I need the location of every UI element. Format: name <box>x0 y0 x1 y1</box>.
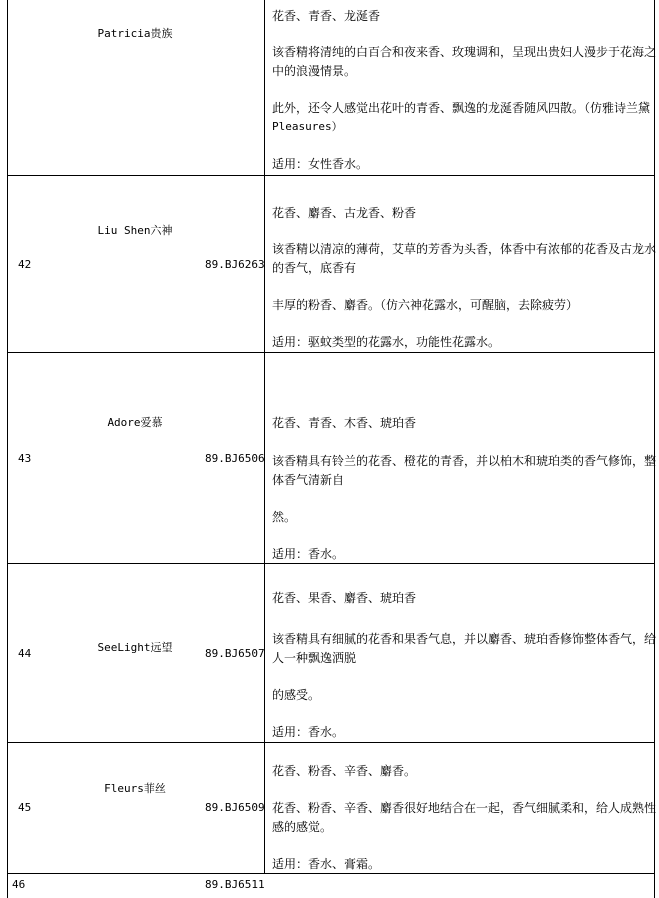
row-number: 44 <box>18 647 32 660</box>
product-name: Liu Shen六神 <box>97 224 173 237</box>
row-divider <box>7 563 654 564</box>
row-divider <box>7 175 654 176</box>
table-right-border <box>654 0 655 898</box>
product-name: SeeLight远望 <box>97 641 173 654</box>
description-line: 体香气清新自 <box>272 473 345 487</box>
usage-text: 适用：驱蚊类型的花露水，功能性花露水。 <box>272 335 501 349</box>
description-line: 的香气，底香有 <box>272 261 357 275</box>
row-divider <box>7 873 654 874</box>
product-name: Adore爱慕 <box>107 416 163 429</box>
usage-text: 适用：香水。 <box>272 725 345 739</box>
product-name: Fleurs菲丝 <box>104 782 166 795</box>
description-line: 的感受。 <box>272 688 321 702</box>
product-code: 89.BJ6509 <box>205 801 265 814</box>
row-divider <box>7 352 654 353</box>
row-divider <box>7 742 654 743</box>
usage-text: 适用：香水。 <box>272 547 345 561</box>
fragrance-notes: 花香、青香、龙涎香 <box>272 9 381 23</box>
fragrance-notes: 花香、粉香、辛香、麝香。 <box>272 764 417 778</box>
fragrance-notes: 花香、青香、木香、琥珀香 <box>272 416 417 430</box>
product-code: 89.BJ6511 <box>205 878 265 891</box>
usage-text: 适用：女性香水。 <box>272 157 369 171</box>
product-code: 89.BJ6506 <box>205 452 265 465</box>
description-line: 该香精具有铃兰的花香、橙花的青香，并以柏木和琥珀类的香气修饰，整 <box>272 454 657 468</box>
fragrance-notes: 花香、果香、麝香、琥珀香 <box>272 591 417 605</box>
product-code: 89.BJ6263 <box>205 258 265 271</box>
product-name: Patricia贵族 <box>97 27 173 40</box>
description-line: 中的浪漫情景。 <box>272 64 357 78</box>
description-line: 花香、粉香、辛香、麝香很好地结合在一起，香气细腻柔和，给人成熟性 <box>272 801 657 815</box>
description-line: 感的感觉。 <box>272 820 333 834</box>
row-number: 42 <box>18 258 32 271</box>
description-line: 丰厚的粉香、麝香。（仿六神花露水，可醒脑，去除疲劳） <box>272 298 579 312</box>
fragrance-notes: 花香、麝香、古龙香、粉香 <box>272 206 417 220</box>
description-line: 然。 <box>272 510 297 524</box>
description-line: 此外，还令人感觉出花叶的青香、飘逸的龙涎香随风四散。（仿雅诗兰黛 <box>272 101 651 115</box>
description-line: 该香精将清纯的白百合和夜来香、玫瑰调和，呈现出贵妇人漫步于花海之 <box>272 45 657 59</box>
description-line: Pleasures） <box>272 120 343 133</box>
table-left-border <box>7 0 8 898</box>
description-line: 该香精具有细腻的花香和果香气息，并以麝香、琥珀香修饰整体香气，给 <box>272 632 657 646</box>
row-number: 43 <box>18 452 32 465</box>
product-code: 89.BJ6507 <box>205 647 265 660</box>
row-number: 46 <box>12 878 26 891</box>
usage-text: 适用：香水、膏霜。 <box>272 857 381 871</box>
row-number: 45 <box>18 801 32 814</box>
description-line: 人一种飘逸洒脱 <box>272 651 357 665</box>
description-line: 该香精以清凉的薄荷，艾草的芳香为头香，体香中有浓郁的花香及古龙水 <box>272 242 657 256</box>
